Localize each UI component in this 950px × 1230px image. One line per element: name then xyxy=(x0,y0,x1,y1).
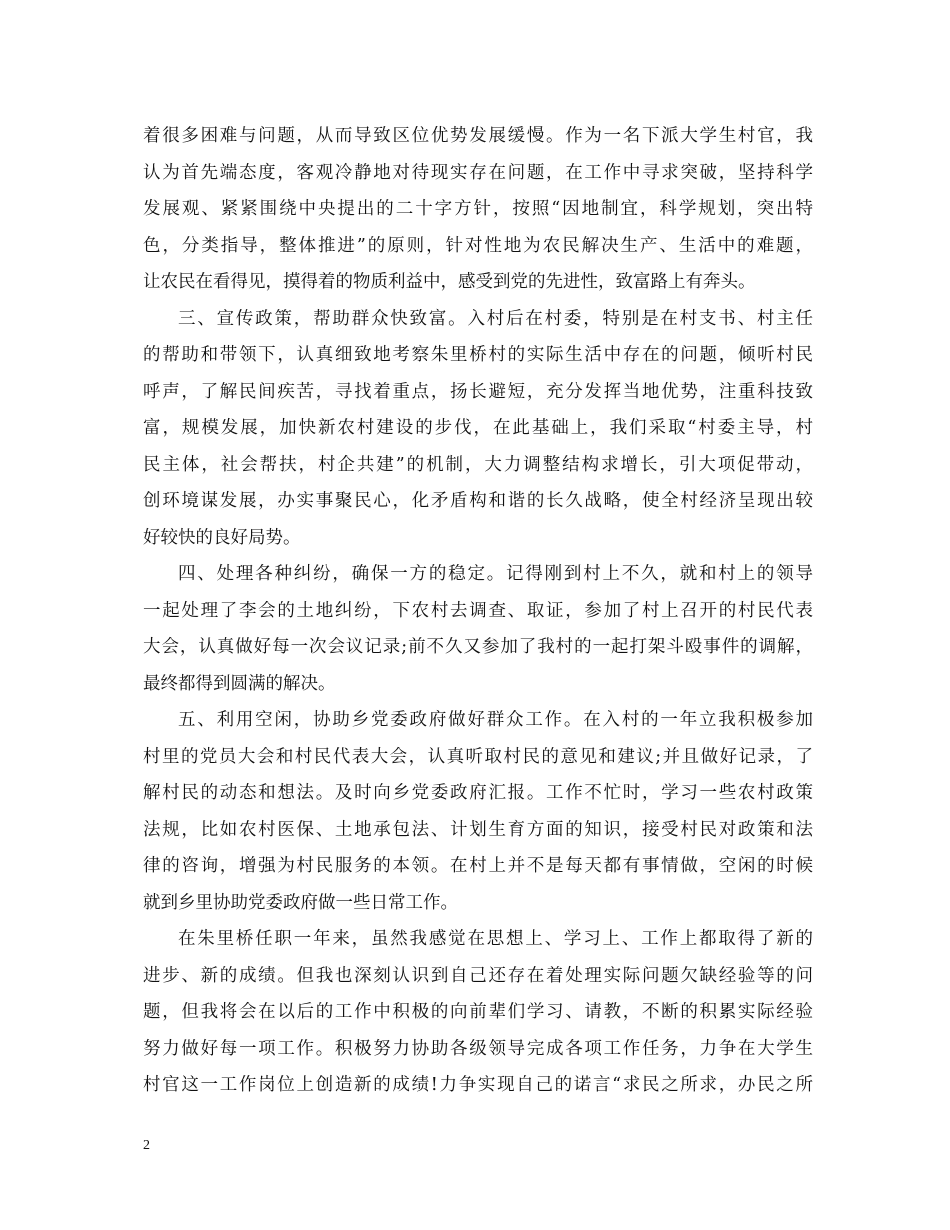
text-line: 解村民的动态和想法。及时向乡党委政府汇报。工作不忙时，学习一些农村政策 xyxy=(143,783,813,803)
page-number: 2 xyxy=(143,1138,150,1153)
text-line: 创环境谋发展，办实事聚民心，化矛盾构和谐的长久战略，使全村经济呈现出较 xyxy=(143,491,813,511)
text-line: 大会，认真做好每一次会议记录;前不久又参加了我村的一起打架斗殴事件的调解， xyxy=(143,637,813,657)
paragraph-summary xyxy=(143,921,813,1104)
text-line: 民主体，社会帮扶，村企共建”的机制，大力调整结构求增长，引大项促带动， xyxy=(143,454,813,475)
text-line: 的帮助和带领下，认真细致地考察朱里桥村的实际生活中存在的问题，倾听村民 xyxy=(143,345,813,365)
text-line: 律的咨询，增强为村民服务的本领。在村上并不是每天都有事情做，空闲的时候 xyxy=(143,856,813,876)
text-line: 最终都得到圆满的解决。 xyxy=(143,673,336,694)
paragraph-policy xyxy=(143,301,813,557)
text-line: 富，规模发展，加快新农村建设的步伐，在此基础上，我们采取“村委主导，村 xyxy=(143,418,813,438)
paragraph-disputes xyxy=(143,556,813,702)
text-line: 四、处理各种纠纷，确保一方的稳定。记得刚到村上不久，就和村上的领导 xyxy=(178,564,813,584)
text-line: 法规，比如农村医保、土地承包法、计划生育方面的知识，接受村民对政策和法 xyxy=(143,819,813,840)
body-text xyxy=(143,118,813,1104)
text-line: 发展观、紧紧围绕中央提出的二十字方针，按照“因地制宜，科学规划，突出特 xyxy=(143,199,813,219)
text-line: 在朱里桥任职一年来，虽然我感觉在思想上、学习上、工作上都取得了新的 xyxy=(178,929,813,949)
text-line: 努力做好每一项工作。积极努力协助各级领导完成各项工作任务，力争在大学生 xyxy=(143,1038,813,1059)
text-line: 着很多困难与问题，从而导致区位优势发展缓慢。作为一名下派大学生村官，我 xyxy=(143,126,813,146)
text-line: 认为首先端态度，客观冷静地对待现实存在问题，在工作中寻求突破，坚持科学 xyxy=(143,162,813,183)
text-line: 让农民在看得见，摸得着的物质利益中，感受到党的先进性，致富路上有奔头。 xyxy=(143,272,756,292)
text-line: 村里的党员大会和村民代表大会，认真听取村民的意见和建议;并且做好记录，了 xyxy=(143,746,813,767)
text-line: 色，分类指导，整体推进”的原则，针对性地为农民解决生产、生活中的难题， xyxy=(143,235,813,256)
text-line: 好较快的良好局势。 xyxy=(143,527,301,548)
paragraph-mass-work xyxy=(143,702,813,921)
text-line: 呼声，了解民间疾苦，寻找着重点，扬长避短，充分发挥当地优势，注重科技致 xyxy=(143,381,813,402)
text-line: 一起处理了李会的土地纠纷，下农村去调查、取证，参加了村上召开的村民代表 xyxy=(143,600,813,621)
paragraph-continuation xyxy=(143,118,813,301)
text-line: 村官这一工作岗位上创造新的成绩!力争实现自己的诺言“求民之所求，办民之所 xyxy=(143,1075,813,1095)
text-line: 进步、新的成绩。但我也深刻认识到自己还存在着处理实际问题欠缺经验等的问 xyxy=(143,965,813,986)
text-line: 五、利用空闲，协助乡党委政府做好群众工作。在入村的一年立我积极参加 xyxy=(178,710,813,730)
text-line: 就到乡里协助党委政府做一些日常工作。 xyxy=(143,892,458,913)
text-line: 三、宣传政策，帮助群众快致富。入村后在村委，特别是在村支书、村主任 xyxy=(178,308,813,329)
text-line: 题，但我将会在以后的工作中积极的向前辈们学习、请教，不断的积累实际经验 xyxy=(143,1002,813,1022)
